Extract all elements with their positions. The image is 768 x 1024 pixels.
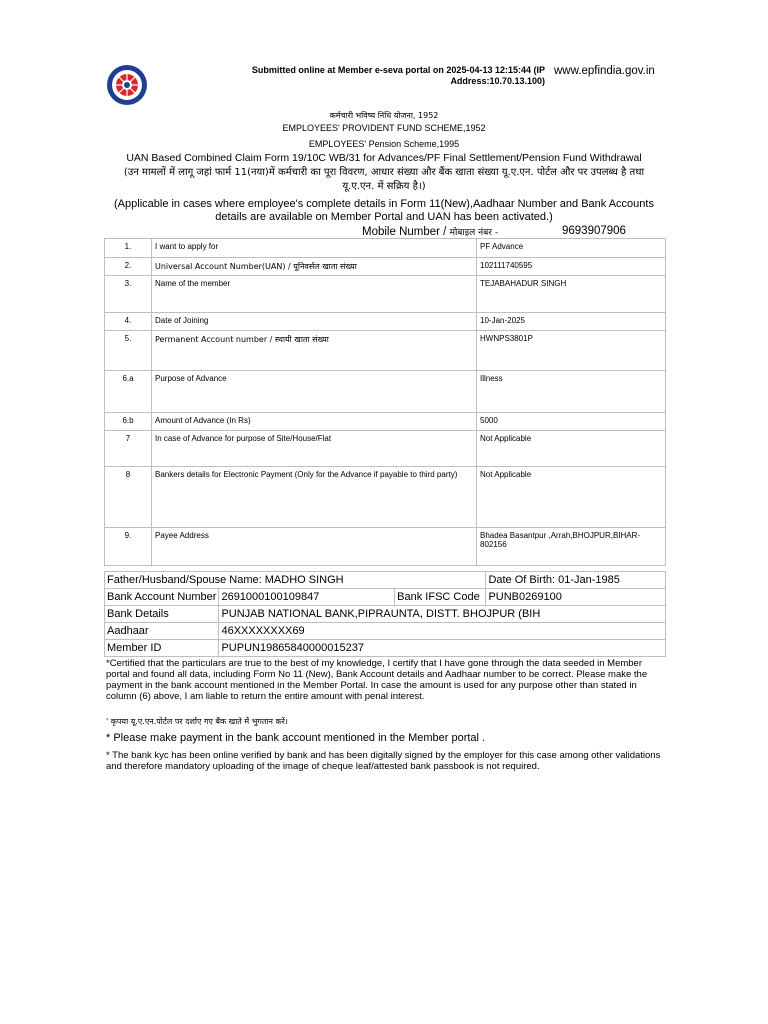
row-value: Illness [477,371,666,413]
row-label: Name of the member [152,276,477,313]
table-row [105,331,666,371]
row-value: Not Applicable [477,431,666,467]
bank-account-label: Bank Account Number [105,589,219,606]
bank-account-value: 269100010010​9847 [219,589,395,606]
member-bank-details [104,571,666,657]
row-number: 5. [105,331,152,371]
row-number: 3. [105,276,152,313]
table-row [105,258,666,276]
table-row [105,371,666,413]
row-value: Not Applicable [477,467,666,528]
row-value: TEJABAHADUR SINGH [477,276,666,313]
ifsc-label: Bank IFSC Code [395,589,486,606]
pension-scheme-title: EMPLOYEES' Pension Scheme,1995 [308,139,460,149]
scheme-title-hindi: कर्मचारी भविष्य निधि योजना, 1952 [329,111,439,120]
payment-note: * Please make payment in the bank account mentioned in the Member portal . [106,732,486,744]
row-label: Amount of Advance (In Rs) [152,413,477,431]
row-number: 2. [105,258,152,276]
bank-details-label: Bank Details [105,606,219,623]
mobile-number [362,225,626,238]
row-number: 8 [105,467,152,528]
table-row [105,589,666,606]
row-label: I want to apply for [152,239,477,258]
date-of-birth: Date Of Birth: 01-Jan-1985 [486,572,666,589]
table-row [105,606,666,623]
row-label: In case of Advance for purpose of Site/House/Flat [152,431,477,467]
epfo-logo [106,64,148,106]
table-row [105,640,666,657]
aadhaar-label: Aadhaar [105,623,219,640]
row-number: 4. [105,313,152,331]
father-name: Father/Husband/Spouse Name: MADHO SINGH [105,572,486,589]
row-value: 5000 [477,413,666,431]
row-value: 102111740595 [477,258,666,276]
row-number: 9. [105,528,152,566]
table-row [105,313,666,331]
row-number: 6.b [105,413,152,431]
table-row [105,623,666,640]
claim-details-table [104,238,666,566]
mobile-label: Mobile Number / [362,226,447,238]
table-row [105,528,666,566]
submission-info: Submitted online at Member e-seva portal on 2025-04-13 12:15:44 (IP Address:10.70.13.100) [251,65,545,86]
member-id-label: Member ID [105,640,219,657]
row-label: Payee Address [152,528,477,566]
bank-details-value: PUNJAB NATIONAL BANK,PIPRAUNTA, DISTT. BHOJPUR (BIH [219,606,666,623]
kyc-note: * The bank kyc has been online verified by bank and has been digitally signed by the employer for this case among other validations and therefore mandatory uploading of the image of cheque leaf/attested bank passbook is not required. [106,750,661,772]
form-title: UAN Based Combined Claim Form 19/10C WB/31 for Advances/PF Final Settlement/Pension Fund Withdrawal [126,152,642,164]
aadhaar-value: 46XXXXXXXX69 [219,623,666,640]
table-row [105,276,666,313]
applicability-note: (Applicable in cases where employee's complete details in Form 11(New),Aadhaar Number and Bank Accounts details are available on Member Portal and UAN has been activated.) [114,198,654,223]
row-value: 10-Jan-2025 [477,313,666,331]
row-value: PF Advance [477,239,666,258]
row-number: 7 [105,431,152,467]
row-label: Universal Account Number(UAN) / यूनिवर्सल खाता संख्या [152,258,477,276]
row-label: Date of Joining [152,313,477,331]
mobile-value: 9693907906 [562,225,626,237]
member-id-value: PUPUN19865840000015237 [219,640,666,657]
row-value: Bhadea Basantpur ,Arrah,BHOJPUR,BIHAR-802156 [477,528,666,566]
row-label: Permanent Account number / स्थायी खाता संख्या [152,331,477,371]
table-row [105,239,666,258]
website-url: www.epfindia.gov.in [554,65,655,77]
mobile-label-hindi: मोबाइल नंबर - [449,228,499,238]
row-number: 6.a [105,371,152,413]
row-label: Bankers details for Electronic Payment (Only for the Advance if payable to third party) [152,467,477,528]
scheme-title: EMPLOYEES' PROVIDENT FUND SCHEME,1952 [282,123,486,133]
hindi-payment-note: ' कृपया यू.ए.एन.पोर्टल पर दर्शाए गए बैंक खाते में भुगतान करें। [106,717,288,726]
certification-text: *Certified that the particulars are true to the best of my knowledge, I certify that I have gone through the data seeded in Member portal and found all data, including Form No 11 (New), Bank Account details and Aadhaar number to be correct. Please make the payment in the bank account mentioned in the Member Portal. In case the amount is used for any purpose other than stated in column (6) above, I am liable to return the entire amount with penal interest. [106,658,648,702]
row-value: HWNPS3801P [477,331,666,371]
hindi-applicability-note: (उन मामलों में लागू जहां फार्म 11(नया)में कर्मचारी का पूरा विवरण, आधार संख्या और बैंक खाता संख्या यू.ए.एन. पोर्टल और पर उपलब्ध है तथा यू.ए.एन. में सक्रिय है।) [123,167,645,192]
row-number: 1. [105,239,152,258]
table-row [105,572,666,589]
table-row [105,431,666,467]
ifsc-value: PUNB0269100 [486,589,666,606]
table-row [105,413,666,431]
row-label: Purpose of Advance [152,371,477,413]
table-row [105,467,666,528]
